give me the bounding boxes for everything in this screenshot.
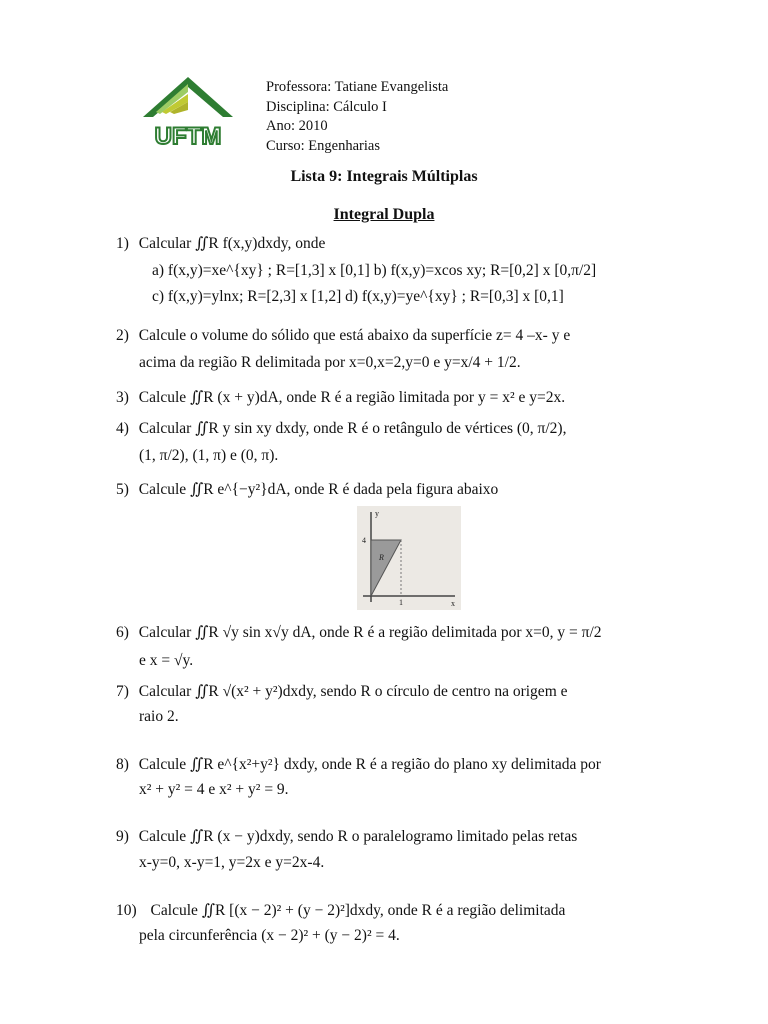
problem-text: Calcular ∬R √(x² + y²)dxdy, sendo R o círculo de centro na origem e: [138, 683, 568, 700]
problem-text: Calcule ∬R e^{x²+y²} dxdy, onde R é a região do plano xy delimitada por: [138, 756, 601, 773]
problem-8: [116, 755, 601, 774]
y-tick: 4: [362, 536, 366, 545]
problem-1: [116, 234, 325, 253]
problem-1-ab: a) f(x,y)=xe^{xy} ; R=[1,3] x [0,1] b) f(x,y)=xcos xy; R=[0,2] x [0,π/2]: [152, 262, 597, 279]
problem-number: 2): [116, 327, 129, 344]
problem-7: [116, 682, 568, 701]
year-line: Ano: 2010: [266, 118, 328, 134]
problem-8-cont: x² + y² = 4 e x² + y² = 9.: [139, 781, 289, 798]
professor-line: Professora: Tatiane Evangelista: [266, 79, 449, 95]
problem-text: Calcular ∬R √y sin x√y dA, onde R é a região delimitada por x=0, y = π/2: [138, 624, 602, 641]
problem-text: Calcule ∬R (x + y)dA, onde R é a região limitada por y = x² e y=2x.: [138, 389, 566, 406]
problem-9: [116, 827, 577, 846]
problem-1-cd: c) f(x,y)=ylnx; R=[2,3] x [1,2] d) f(x,y)=ye^{xy} ; R=[0,3] x [0,1]: [152, 288, 564, 305]
region-figure: [357, 506, 461, 610]
problem-number: 5): [116, 481, 129, 498]
problem-10: [116, 901, 565, 920]
problem-4: [116, 419, 566, 438]
problem-4-cont: (1, π/2), (1, π) e (0, π).: [139, 447, 279, 464]
problem-6-cont: e x = √y.: [139, 652, 194, 669]
subject-line: Disciplina: Cálculo I: [266, 98, 387, 115]
page-title: Lista 9: Integrais Múltiplas: [290, 168, 478, 185]
problem-number: 7): [116, 683, 129, 700]
problem-number: 9): [116, 828, 129, 845]
x-tick: 1: [399, 598, 403, 607]
uftm-logo: [138, 72, 238, 152]
problem-9-cont: x-y=0, x-y=1, y=2x e y=2x-4.: [139, 854, 325, 871]
logo-text: UFTM: [154, 123, 222, 150]
problem-3: [116, 388, 565, 407]
problem-text: Calcular ∬R y sin xy dxdy, onde R é o retângulo de vértices (0, π/2),: [138, 420, 567, 437]
problem-number: 4): [116, 420, 129, 437]
problem-text: Calcule ∬R [(x − 2)² + (y − 2)²]dxdy, onde R é a região delimitada: [150, 902, 566, 919]
problem-5: [116, 480, 498, 499]
problem-7-cont: raio 2.: [139, 708, 179, 725]
problem-text: Calcule o volume do sólido que está abaixo da superfície z= 4 –x- y e: [138, 327, 571, 344]
course-line: Curso: Engenharias: [266, 137, 380, 154]
region-label: R: [379, 553, 384, 562]
problem-number: 3): [116, 389, 129, 406]
problem-10-cont: pela circunferência (x − 2)² + (y − 2)² = 4.: [139, 927, 400, 944]
problem-6: [116, 623, 602, 642]
problem-2-cont: acima da região R delimitada por x=0,x=2,y=0 e y=x/4 + 1/2.: [139, 354, 521, 371]
section-title: Integral Dupla: [333, 206, 435, 223]
problem-number: 10): [116, 902, 137, 919]
problem-text: Calcular ∬R f(x,y)dxdy, onde: [138, 235, 326, 252]
problem-text: Calcule ∬R (x − y)dxdy, sendo R o paralelogramo limitado pelas retas: [138, 828, 578, 845]
y-axis-label: y: [375, 509, 379, 518]
problem-number: 1): [116, 235, 129, 252]
problem-number: 6): [116, 624, 129, 641]
header-block: [266, 78, 448, 156]
problem-text: Calcule ∬R e^{−y²}dA, onde R é dada pela figura abaixo: [138, 481, 499, 498]
problem-number: 8): [116, 756, 129, 773]
x-axis-label: x: [451, 599, 455, 608]
problem-2: [116, 327, 570, 345]
